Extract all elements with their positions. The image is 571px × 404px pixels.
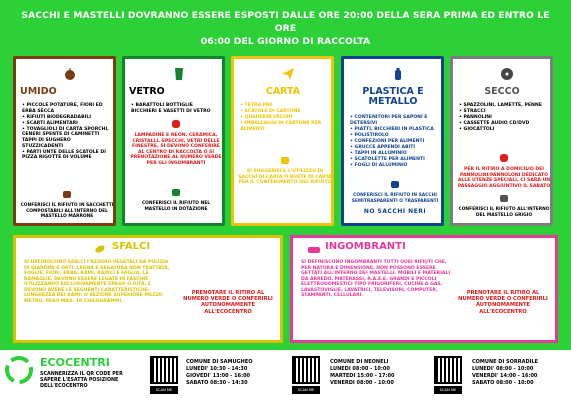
glass-icon bbox=[172, 67, 186, 81]
list-item: • POLISTIROLO bbox=[350, 133, 438, 139]
header-line-1: SACCHI E MASTELLI DOVRANNO ESSERE ESPOSTI DALLE ORE 20:00 DELLA SERA PRIMA ED ENTRO LE ORE bbox=[21, 10, 550, 34]
scan-label: SCAN ME bbox=[292, 386, 320, 394]
scan-label: SCAN ME bbox=[434, 386, 462, 394]
list-item: • SPAZZOLINI, LAMETTE, PENNE bbox=[459, 103, 547, 109]
hand-icon bbox=[498, 191, 510, 203]
card-footer: CONFERISCI IL RIFIUTO ALL'INTERNO DEL MASTELLO GRIGIO bbox=[458, 207, 550, 218]
panel-title: INGOMBRANTI bbox=[325, 241, 406, 252]
card-footer: CONFERISCI IL RIFIUTO IN SACCHI SEMITRASPARENTI O TRASPARENTI bbox=[351, 193, 439, 204]
card-title: CARTA bbox=[265, 86, 301, 97]
card-carta bbox=[231, 56, 334, 226]
hours-line: LUNEDI 08:00 - 10:00 bbox=[330, 366, 390, 372]
list-item: • PIATTI, BICCHIERI IN PLASTICA bbox=[350, 127, 438, 133]
card-title: VETRO bbox=[129, 86, 165, 97]
comune-sorradile bbox=[472, 359, 538, 387]
panel-text: SI DEFINISCONO SFALCI I RESIDUI VEGETALI DA PULIZIA DI GIARDINI E ORTI, LEGNA E SEGATURA NON TRATTATA, FOGLIE, FIORI, ERBA, RAMI, RADICI E FAGLIA. LE RAMAGLIE, DEVONO ESSERE LEGATE IN FASCINE UTILIZZANDO ESCLUSIVAMENTE SPAGO O IUTA, E DEVONO AVERE LE SEGUENTI CARATTERISTICHE: LUNGHEZZA DEI RAMI: O SEZIONE SUPERIORE MEZZO METRO, PESO MAX. 10 CHILOGRAMMI. bbox=[24, 260, 170, 304]
booking-note: PRENOTARE IL RITIRO AL NUMERO VERDE O CONFERIRLI AUTONOMAMENTE ALL'ECOCENTRO bbox=[183, 290, 273, 315]
no-black-bags-warning: NO SACCHI NERI bbox=[363, 208, 427, 215]
card-title: SECCO bbox=[484, 86, 520, 97]
list-item: • STRACCI bbox=[459, 109, 547, 115]
list-item: • PANNOLINI bbox=[459, 115, 547, 121]
hours-line: SABATO 08:30 - 14:30 bbox=[186, 380, 248, 386]
item-list bbox=[240, 103, 328, 133]
card-note: PER IL RITIRO A DOMICILIO DEI PANNOLINI/PANNOLONI DEDICATO ALLE UTENZE SPECIALI, CI SARÀ UN PASSAGGIO AGGIUNTIVO IL SABATO bbox=[457, 167, 551, 189]
booking-note: PRENOTARE IL RITIRO AL NUMERO VERDE O CONFERIRLI AUTONOMAMENTE ALL'ECOCENTRO bbox=[458, 290, 548, 315]
leaf-icon bbox=[94, 243, 106, 255]
hours-line: VENERDI 08:00 - 10:00 bbox=[330, 380, 394, 386]
card-title: PLASTICA E METALLO bbox=[362, 86, 424, 107]
card-title: UMIDO bbox=[20, 86, 57, 97]
hand-icon bbox=[170, 185, 182, 197]
warning-light-icon bbox=[498, 151, 510, 163]
hours-line: MARTEDI 15:00 - 17:00 bbox=[330, 373, 395, 379]
list-item: • CASSETTE AUDIO CD/DVD bbox=[459, 121, 547, 127]
card-secco bbox=[450, 56, 553, 226]
item-list bbox=[459, 103, 547, 133]
card-vetro bbox=[122, 56, 225, 226]
list-item: • QUADERNI VECCHI bbox=[240, 115, 328, 121]
list-item: • GIOCATTOLI bbox=[459, 127, 547, 133]
header-line-2: 06:00 DEL GIORNO DI RACCOLTA bbox=[200, 36, 371, 47]
card-footer: CONFERISCI IL RIFIUTO NEL MASTELLO IN DOTAZIONE bbox=[141, 201, 211, 212]
hand-icon bbox=[279, 153, 291, 165]
list-item: • RIFIUTI BIODEGRADABILI bbox=[22, 115, 110, 121]
cd-icon bbox=[500, 67, 514, 81]
paper-plane-icon bbox=[281, 67, 295, 81]
hours-line: VENERDI' 14:00 - 16:00 bbox=[472, 373, 538, 379]
bottle-icon bbox=[391, 67, 405, 81]
item-list bbox=[131, 103, 219, 115]
hand-icon bbox=[61, 187, 73, 199]
list-item: • SCATOLE DI CARTONE bbox=[240, 109, 328, 115]
list-item: • FOGLI DI ALLUMINIO bbox=[350, 163, 438, 169]
comune-name: COMUNE DI SAMUGHEO bbox=[186, 359, 253, 365]
qr-code-sorradile[interactable] bbox=[434, 356, 462, 384]
card-note: SI SUGGERISCE L'UTILIZZO DI SACCHI DI CARTA O BUSTE DI CARTA PER IL CONFERIMENTO DEL RIFIUTO bbox=[238, 169, 332, 186]
comune-neoneli bbox=[330, 359, 394, 387]
comune-name: COMUNE DI NEONELI bbox=[330, 359, 389, 365]
hours-line: SABATO 08:00 - 10:00 bbox=[472, 380, 534, 386]
hours-line: LUNEDI' 10:30 - 14:30 bbox=[186, 366, 248, 372]
hand-icon bbox=[389, 177, 401, 189]
panel-ingombranti bbox=[290, 235, 558, 343]
list-item: • PICCOLE POTATURE, FIORI ED ERBA SECCA bbox=[22, 103, 110, 114]
list-item: • CONFEZIONI PER ALIMENTI bbox=[350, 139, 438, 145]
list-item: • TOVAGLIOLI DI CARTA SPORCHI, CENERI SPENTE DI CAMINETTI TAPPI DI SUGHERO STUZZICADENTI bbox=[22, 127, 110, 149]
item-list bbox=[350, 115, 438, 169]
list-item: • GRUCCE APPENDI ABITI bbox=[350, 145, 438, 151]
list-item: • SCATOLETTE PER ALIMENTI bbox=[350, 157, 438, 163]
ecocentri-section bbox=[0, 350, 571, 404]
apple-icon bbox=[63, 67, 77, 81]
section-title: ECOCENTRI bbox=[40, 356, 110, 369]
recycle-icon bbox=[5, 356, 33, 384]
card-note: LAMPADINE E NEON, CERAMICA, CRISTALLI, SPECCHI, VETRI DELLE FINESTRE, SI DEVONO CONFERIRE AL CENTRO DI RACCOLTA O SI PRENOTAZIONE AL NUMERO VERDE PER GLI INGOMBRANTI bbox=[130, 133, 222, 166]
warning-light-icon bbox=[170, 117, 182, 129]
list-item: • TETRA PAK bbox=[240, 103, 328, 109]
list-item: • PARTI UNTE DELLE SCATOLE DI PIZZA RIGOTTE DI VOLUME bbox=[22, 150, 110, 161]
item-list bbox=[22, 103, 110, 161]
list-item: • SCARTI ALIMENTARI bbox=[22, 121, 110, 127]
qr-code-neoneli[interactable] bbox=[292, 356, 320, 384]
hours-line: GIOVEDI' 13:00 - 16:00 bbox=[186, 373, 251, 379]
comune-samugheo bbox=[186, 359, 253, 387]
sofa-icon bbox=[307, 243, 321, 255]
card-plastica bbox=[341, 56, 444, 226]
scan-label: SCAN ME bbox=[150, 386, 178, 394]
hours-line: LUNEDI' 08:00 - 10:00 bbox=[472, 366, 534, 372]
panel-sfalci bbox=[13, 235, 283, 343]
qr-code-samugheo[interactable] bbox=[150, 356, 178, 384]
section-subtitle: SCANNERIZZA IL QR CODE PER SAPERE L'ESATTA POSIZIONE DELL'ECOCENTRO bbox=[40, 372, 123, 389]
list-item: • BARATTOLI BOTTIGLIE BICCHIERI E VASETTI DI VETRO bbox=[131, 103, 219, 114]
list-item: • IMBALLAGGI DI CARTONE PER ALIMENTI bbox=[240, 121, 328, 132]
list-item: • CONTENITORI PER SAPONI E DETERSIVI bbox=[350, 115, 438, 126]
card-footer: CONFERISCI IL RIFIUTO IN SACCHETTI COMPOSTABILI ALL'INTERNO DEL MASTELLO MARRONE bbox=[20, 203, 114, 220]
card-umido bbox=[13, 56, 116, 226]
panel-title: SFALCI bbox=[112, 241, 151, 252]
collection-times-header bbox=[12, 6, 559, 46]
panel-text: SI DEFINISCONO INGOMBRANTI TUTTI QUEI RIFIUTI CHE, PER NATURA E DIMENSIONE, NON POSSONO ESSERE GETTATI ALL'INTERNO DEI MASTELLI. MOBILI E MATERIALI DA ARREDO, MATERASSI, R.A.E.E. GRANDI E PICCOLI ELETTRODOMESTICI TIPO FRIGORIFERI, CUCINE A GAS, LAVASTOVIGLIE, LAVATRICI, TELEVISORI, COMPUTER, STAMPANTI, CELLULARI. bbox=[301, 260, 451, 298]
list-item: • TAPPI IN ALLUMINIO bbox=[350, 151, 438, 157]
comune-name: COMUNE DI SORRADILE bbox=[472, 359, 539, 365]
